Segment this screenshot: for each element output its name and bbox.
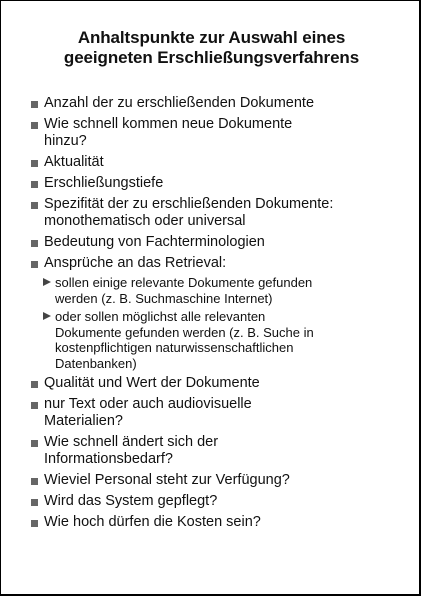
list-item-text: Spezifität der zu erschließenden Dokumente: bbox=[44, 196, 334, 212]
slide-title-line: Anhaltspunkte zur Auswahl eines bbox=[77, 28, 346, 47]
list-item-text: Wie hoch dürfen die Kosten sein? bbox=[44, 514, 261, 530]
triangle-arrow-icon bbox=[43, 278, 51, 286]
list-item-text: Erschließungstiefe bbox=[44, 175, 164, 191]
list-item bbox=[31, 255, 401, 371]
square-bullet-icon bbox=[31, 440, 38, 447]
list-item bbox=[31, 434, 401, 468]
list-item bbox=[31, 375, 401, 392]
list-item bbox=[31, 95, 401, 112]
slide-title-line: geeigneten Erschließungsverfahrens bbox=[63, 48, 360, 67]
square-bullet-icon bbox=[31, 101, 38, 108]
sub-list-item-text: Dokumente gefunden werden (z. B. Suche in bbox=[55, 324, 314, 340]
sub-list-item-text: sollen einige relevante Dokumente gefunden bbox=[55, 275, 313, 290]
list-item bbox=[31, 154, 401, 171]
slide-title bbox=[1, 28, 422, 68]
sub-list-item-text: werden (z. B. Suchmaschine Internet) bbox=[55, 290, 273, 306]
list-item-text: Ansprüche an das Retrieval: bbox=[44, 255, 227, 271]
retrieval-sublist bbox=[43, 275, 401, 371]
square-bullet-icon bbox=[31, 181, 38, 188]
sub-list-item-text: Datenbanken) bbox=[55, 355, 137, 371]
criteria-list bbox=[31, 95, 401, 535]
list-item bbox=[31, 493, 401, 510]
square-bullet-icon bbox=[31, 240, 38, 247]
list-item-text: Aktualität bbox=[44, 154, 104, 170]
list-item bbox=[31, 234, 401, 251]
square-bullet-icon bbox=[31, 478, 38, 485]
list-item-text: Bedeutung von Fachterminologien bbox=[44, 234, 265, 250]
square-bullet-icon bbox=[31, 160, 38, 167]
list-item bbox=[31, 472, 401, 489]
sub-list-item bbox=[43, 309, 401, 371]
square-bullet-icon bbox=[31, 520, 38, 527]
list-item-text: Wie schnell kommen neue Dokumente bbox=[44, 116, 293, 132]
list-item-text: Wie schnell ändert sich der bbox=[44, 434, 219, 450]
square-bullet-icon bbox=[31, 402, 38, 409]
square-bullet-icon bbox=[31, 261, 38, 268]
list-item-text: monothematisch oder universal bbox=[44, 213, 246, 229]
list-item-text: Wieviel Personal steht zur Verfügung? bbox=[44, 472, 290, 488]
triangle-arrow-icon bbox=[43, 312, 51, 320]
list-item bbox=[31, 196, 401, 230]
list-item bbox=[31, 116, 401, 150]
sub-list-item-text: kostenpflichtigen naturwissenschaftlichen bbox=[55, 340, 294, 355]
square-bullet-icon bbox=[31, 122, 38, 129]
list-item-text: Materialien? bbox=[44, 413, 123, 429]
square-bullet-icon bbox=[31, 499, 38, 506]
square-bullet-icon bbox=[31, 381, 38, 388]
list-item bbox=[31, 514, 401, 531]
list-item-text: nur Text oder auch audiovisuelle bbox=[44, 396, 252, 412]
sub-list-item-text: oder sollen möglichst alle relevanten bbox=[55, 309, 266, 324]
square-bullet-icon bbox=[31, 202, 38, 209]
sub-list-item bbox=[43, 275, 401, 306]
list-item-text: Informationsbedarf? bbox=[44, 451, 173, 467]
list-item-text: Anzahl der zu erschließenden Dokumente bbox=[44, 95, 315, 111]
list-item bbox=[31, 396, 401, 430]
list-item-text: Qualität und Wert der Dokumente bbox=[44, 375, 260, 391]
list-item bbox=[31, 175, 401, 192]
list-item-text: Wird das System gepflegt? bbox=[44, 493, 218, 509]
list-item-text: hinzu? bbox=[44, 133, 87, 149]
